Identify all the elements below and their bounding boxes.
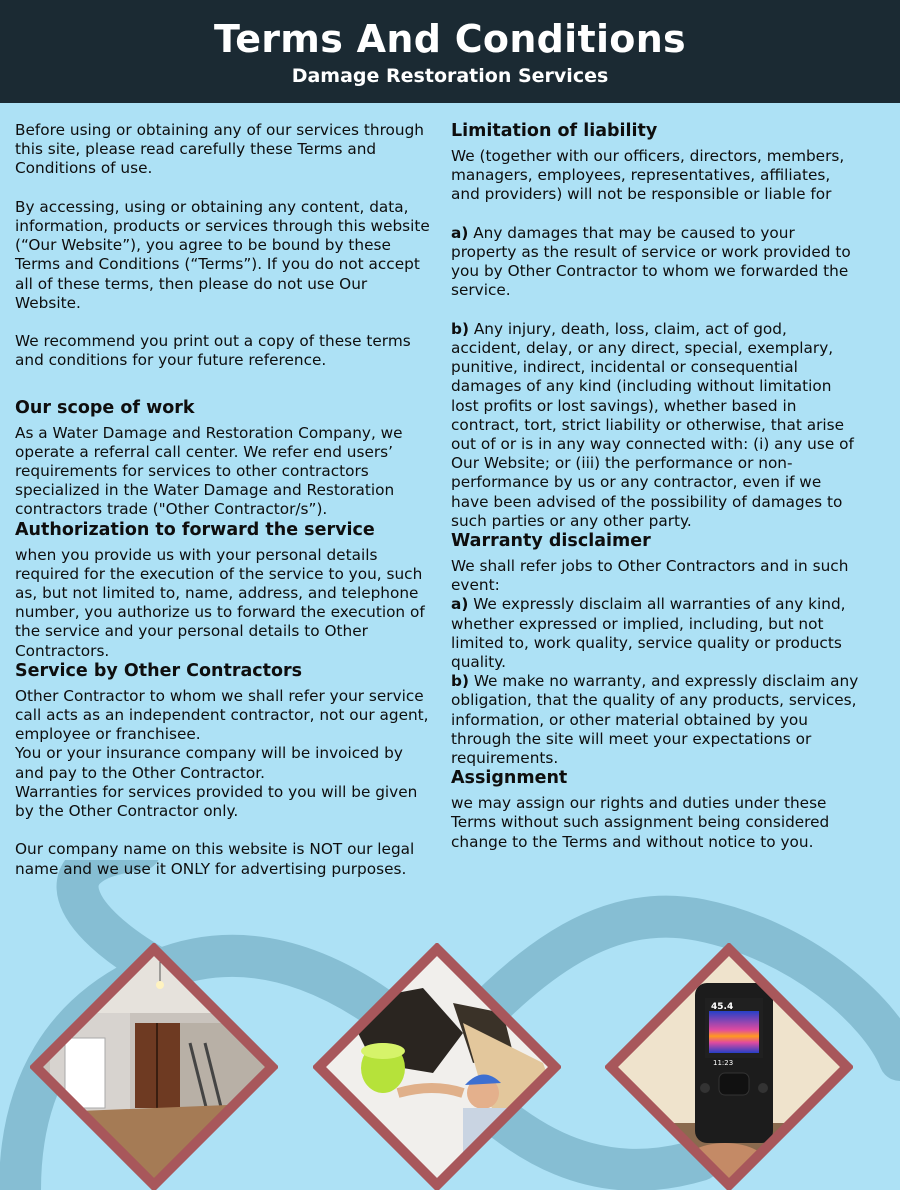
warranty-item-b — [451, 672, 861, 768]
thermal-reading: 45.4 — [711, 1002, 734, 1012]
scope-text: As a Water Damage and Restoration Company, we operate a referral call center. We refer end users’ requirements for services to other contractors specialized in the Water Damage and Restoration contractors trade ("Other Contractor/s”). — [15, 423, 403, 519]
liability-b-label: b) — [451, 319, 469, 338]
service-text-1: Other Contractor to whom we shall refer your service call acts as an independent contractor, not our agent, employee or franchisee. — [15, 686, 429, 744]
ceiling-leak-photo — [313, 943, 561, 1190]
warranty-b-label: b) — [451, 672, 469, 691]
terms-content — [0, 103, 900, 903]
room-photo — [30, 943, 278, 1190]
page-subtitle: Damage Restoration Services — [291, 65, 609, 87]
liability-b-text: Any injury, death, loss, claim, act of god, accident, delay, or any direct, special, exemplary, punitive, indirect, incidental or consequential damages of any kind (including without limitation lost profits or lost savings), whether based in contract, tort, strict liability or otherwise, that arise out of or is in any way connected with: (i) any use of Our Website; or (iii) the performance or non-performance by us or any contractor, even if we have been advised of the possibility of damages to such parties or any other party. — [451, 319, 854, 530]
liability-item-b — [451, 320, 861, 531]
liability-heading: Limitation of liability — [451, 121, 658, 141]
page-title: Terms And Conditions — [214, 17, 686, 61]
service-text-2: You or your insurance company will be invoiced by and pay to the Other Contractor. — [15, 744, 403, 782]
liability-a-label: a) — [451, 223, 469, 242]
warranty-a-label: a) — [451, 595, 469, 614]
intro-paragraph-2: By accessing, using or obtaining any content, data, information, products or services through this website (“Our Website”), you agree to be bound by these Terms and Conditions (“Terms”). If you do not accept all of these terms, then please do not use Our Website. — [15, 197, 430, 312]
warranty-heading: Warranty disclaimer — [451, 531, 651, 552]
liability-a-text: Any damages that may be caused to your property as the result of service or work provided to you by Other Contractor to whom we forwarded the service. — [451, 223, 851, 300]
authorization-text: when you provide us with your personal details required for the execution of the service to you, such as, but not limited to, name, address, and telephone number, you authorize us to forward the execution of the service and your personal details to Other Contractors. — [15, 545, 425, 660]
page-header — [0, 0, 900, 103]
assignment-heading: Assignment — [451, 768, 568, 789]
scope-heading: Our scope of work — [15, 397, 195, 418]
service-text-4: Our company name on this website is NOT our legal name and we use it ONLY for advertising purposes. — [15, 840, 415, 878]
service-text-3: Warranties for services provided to you will be given by the Other Contractor only. — [15, 782, 418, 821]
assignment-text: we may assign our rights and duties under these Terms without such assignment being considered change to the Terms and without notice to you. — [451, 794, 830, 851]
liability-item-a — [451, 224, 861, 301]
thermal-camera-photo — [605, 943, 853, 1190]
intro-paragraph-3: We recommend you print out a copy of these terms and conditions for your future reference. — [15, 332, 411, 370]
left-column — [15, 121, 433, 879]
service-heading: Service by Other Contractors — [15, 660, 303, 681]
authorization-heading: Authorization to forward the service — [15, 519, 375, 540]
right-column — [451, 121, 861, 852]
warranty-intro: We shall refer jobs to Other Contractors and in such event: — [451, 557, 849, 595]
liability-intro: We (together with our officers, directors, members, managers, employees, representatives, affiliates, and providers) will not be responsible or liable for — [451, 147, 845, 204]
thermal-time: 11:23 — [713, 1059, 734, 1067]
warranty-item-a — [451, 595, 861, 672]
intro-paragraph-1: Before using or obtaining any of our services through this site, please read carefully these Terms and Conditions of use. — [15, 121, 424, 178]
warranty-a-text: We expressly disclaim all warranties of any kind, whether expressed or implied, including, but not limited to, work quality, service quality or products quality. — [451, 595, 846, 672]
warranty-b-text: We make no warranty, and expressly disclaim any obligation, that the quality of any products, services, information, or other material obtained by you through the site will meet your expectations or requirements. — [451, 672, 859, 768]
